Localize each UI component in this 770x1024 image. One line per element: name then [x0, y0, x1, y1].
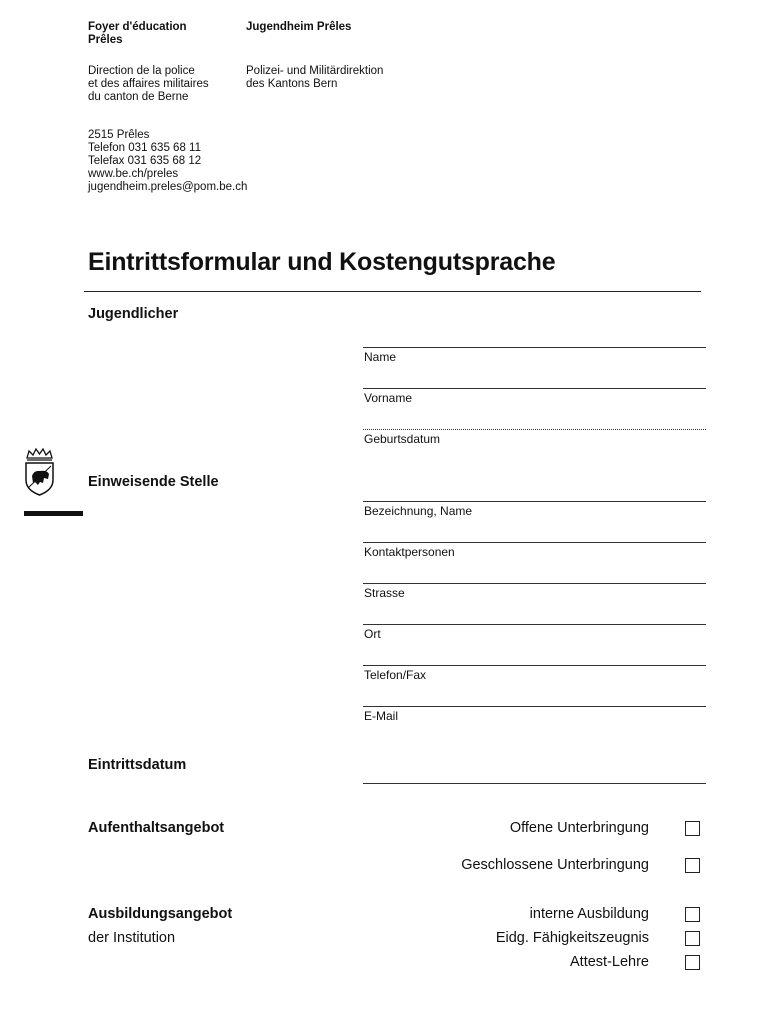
fr-institution-name [88, 21, 187, 47]
section-youth-heading: Jugendlicher [88, 306, 179, 322]
education-efz-checkbox[interactable] [685, 931, 700, 946]
birthdate-input-line[interactable] [363, 429, 706, 430]
fr-department-line: et des affaires militaires [88, 78, 209, 90]
contact-persons-field-label: Kontaktpersonen [364, 545, 455, 559]
education-internal-label: interne Ausbildung [529, 906, 649, 922]
stay-option-open-label: Offene Unterbringung [509, 820, 649, 836]
de-department [246, 65, 383, 91]
de-department-line: des Kantons Bern [246, 78, 338, 90]
contact-fax: Telefax 031 635 68 12 [88, 155, 202, 167]
education-attest-checkbox[interactable] [685, 955, 700, 970]
contact-email: jugendheim.preles@pom.be.ch [88, 181, 248, 193]
section-education-subheading: der Institution [88, 930, 176, 946]
city-input-line[interactable] [363, 624, 706, 625]
section-entry-date-heading: Eintrittsdatum [88, 757, 187, 773]
de-institution-name: Jugendheim Prêles [246, 21, 352, 33]
education-attest-label: Attest-Lehre [570, 954, 649, 970]
fr-department [88, 65, 209, 104]
logo-bar [24, 511, 83, 516]
section-education-heading: Ausbildungsangebot [88, 906, 233, 922]
de-department-line: Polizei- und Militärdirektion [246, 65, 384, 77]
street-input-line[interactable] [363, 583, 706, 584]
section-stay-heading: Aufenthaltsangebot [88, 820, 225, 836]
phone-fax-field-label: Telefon/Fax [364, 668, 427, 682]
email-input-line[interactable] [363, 706, 706, 707]
contact-website: www.be.ch/preles [88, 168, 179, 180]
phone-fax-input-line[interactable] [363, 665, 706, 666]
bern-coat-of-arms-icon [23, 448, 56, 501]
stay-option-closed-checkbox[interactable] [685, 858, 700, 873]
fr-institution-line1: Foyer d'éducation [88, 21, 187, 33]
contact-address: 2515 Prêles [88, 129, 150, 141]
entry-date-input-line[interactable] [363, 783, 706, 784]
email-field-label: E-Mail [364, 709, 399, 723]
stay-option-closed-label: Geschlossene Unterbringung [461, 857, 649, 873]
stay-option-open-checkbox[interactable] [685, 821, 700, 836]
contact-persons-input-line[interactable] [363, 542, 706, 543]
title-divider [84, 291, 701, 292]
name-field-label: Name [364, 350, 397, 364]
section-referrer-heading: Einweisende Stelle [88, 474, 219, 490]
fr-department-line: Direction de la police [88, 65, 195, 77]
referrer-name-input-line[interactable] [363, 501, 706, 502]
contact-phone: Telefon 031 635 68 11 [88, 142, 201, 154]
fr-institution-line2: Prêles [88, 34, 123, 46]
street-field-label: Strasse [364, 586, 405, 600]
form-title: Eintrittsformular und Kostengutsprache [88, 248, 556, 276]
name-input-line[interactable] [363, 347, 706, 348]
first-name-field-label: Vorname [364, 391, 413, 405]
education-efz-label: Eidg. Fähigkeitszeugnis [495, 930, 649, 946]
education-internal-checkbox[interactable] [685, 907, 700, 922]
contact-block [88, 129, 247, 194]
referrer-name-field-label: Bezeichnung, Name [364, 504, 473, 518]
city-field-label: Ort [364, 627, 381, 641]
fr-department-line: du canton de Berne [88, 91, 189, 103]
first-name-input-line[interactable] [363, 388, 706, 389]
birthdate-field-label: Geburtsdatum [364, 432, 441, 446]
